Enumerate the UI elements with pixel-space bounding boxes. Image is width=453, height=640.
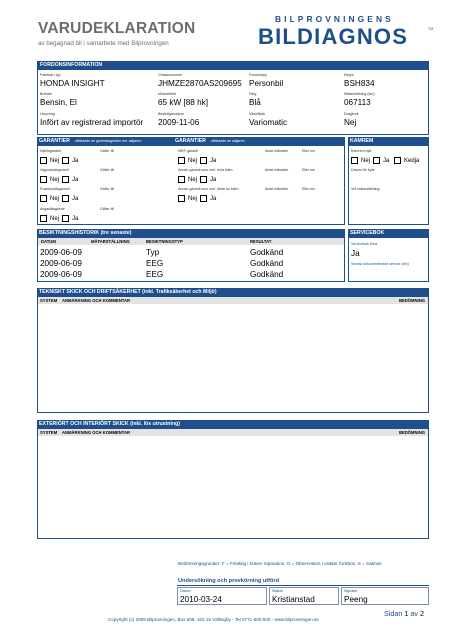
column-header: RESULTAT (250, 239, 272, 245)
nej-checkbox[interactable] (178, 176, 185, 183)
fordon-label: Ursprung (40, 112, 55, 116)
fordon-label: Besiktigarnatum (158, 112, 184, 116)
ja-label: Ja (72, 176, 79, 183)
fordon-label: Fabrikat i typ (40, 73, 61, 77)
fordon-value: 2009-11-06 (158, 118, 200, 127)
garantier-header (37, 137, 345, 145)
kamrem-header (348, 137, 429, 145)
nej-checkbox[interactable] (40, 176, 47, 183)
ja-label: Ja (210, 157, 217, 164)
column-header: BESIKTNINGSTYP (146, 239, 183, 245)
ja-label: Ja (72, 215, 79, 222)
tekniskt-panel (37, 296, 429, 413)
column-anmarkning: ANMÄRKNING OCH KOMMENTAR (62, 298, 131, 304)
resultat-cell: Godkänd (250, 270, 284, 279)
garanti-label: Vagnskadegaranti (40, 168, 69, 172)
garanti-km-label: Eller km (302, 187, 315, 191)
besiktning-panel (37, 237, 345, 282)
ja-checkbox[interactable] (373, 157, 380, 164)
fordon-value: Infört av registrerad importör (40, 118, 144, 127)
brand-logo (258, 14, 434, 50)
column-header: MÄTARSTÄLLNING (91, 239, 130, 245)
page-of: av (410, 609, 418, 618)
fordon-value: Bensin, El (40, 98, 77, 107)
ja-checkbox[interactable] (62, 195, 69, 202)
garantier-subtitle: utfärdade av generalagenten enl. säljaren (75, 139, 142, 144)
fordon-label: Fordonstyp (249, 73, 267, 77)
garanti-km-label: Eller km (302, 168, 315, 172)
brand-main: BILDIAGNOS (258, 24, 409, 49)
nej-label: Nej (50, 157, 60, 164)
ja-checkbox[interactable] (200, 157, 207, 164)
garanti-gt-label: Gäller till (100, 168, 114, 172)
servicebok-finns-value: Ja (351, 249, 360, 258)
garanti-label: Annan garanti som omf. hela bilen (178, 168, 233, 172)
servicebok-panel (348, 237, 429, 282)
document-title: VARUDEKLARATION (38, 20, 196, 37)
column-header: DATUM (41, 239, 56, 245)
station-label: Station (272, 589, 284, 593)
ja-label: Ja (210, 176, 217, 183)
servicebok-senast-label: Senast dokumenterade service (km) (351, 262, 409, 266)
typ-cell: EEG (146, 259, 164, 268)
fordon-label: Chassinummer (158, 73, 183, 77)
datum-label: Datum (180, 589, 191, 593)
nej-checkbox[interactable] (40, 157, 47, 164)
fordon-value: Variomatic (249, 118, 288, 127)
fordon-title: FORDONSINFORMATION (40, 62, 103, 69)
fordon-header (37, 61, 429, 69)
nej-label: Nej (50, 215, 60, 222)
kamrem-title: KAMREM (350, 138, 374, 145)
ja-label: Ja (72, 157, 79, 164)
garanti-months-label: Antal månader (265, 187, 289, 191)
fordon-panel (37, 69, 429, 135)
servicebok-title: SERVICEBOK (350, 230, 385, 237)
exterior-panel (37, 428, 429, 539)
kedja-checkbox[interactable] (394, 157, 401, 164)
kamrem-bytt-label: Kamrem bytt (351, 149, 372, 153)
undersokning-title: Undersökning och provkörning utförd (178, 578, 279, 584)
brand-tm: TM (428, 27, 434, 31)
column-bedomning: BEDÖMNING (398, 430, 425, 436)
servicebok-finns-label: Servicebok finns (351, 242, 378, 246)
ja-label: Ja (72, 195, 79, 202)
garantier-panel (37, 145, 345, 225)
datum-box (177, 587, 267, 605)
ja-checkbox[interactable] (200, 195, 207, 202)
page-total: 2 (419, 609, 424, 618)
garantier-title-2: GARANTIER (175, 138, 206, 145)
column-bedomning: BEDÖMNING (398, 298, 425, 304)
document-subtitle: av begagnad bil i samarbete med Bilprovningen (38, 40, 169, 47)
besiktning-columns (38, 238, 344, 245)
bedomningsgrunder: Bedömningsgrunder: F = Felaktig i kräver reparation, O = Observation i osäker funktion, S = Saknas (178, 561, 382, 566)
garanti-gt-label: Gäller till (100, 149, 114, 153)
nej-label: Nej (188, 195, 198, 202)
kedja-label: Kedja (404, 157, 420, 164)
datum-cell: 2009-06-09 (40, 270, 82, 279)
brand-top: BILPROVNINGENS (275, 14, 394, 24)
datum-value: 2010-03-24 (180, 595, 222, 604)
garantier-title: GARANTIER (39, 138, 70, 145)
table-row (38, 269, 344, 280)
fordon-label: Mätarställning (km) (344, 92, 375, 96)
nej-label: Nej (188, 176, 198, 183)
besiktning-title: BESIKTNINGSHISTORIK (tre senaste) (39, 230, 132, 237)
servicebok-header (348, 229, 429, 237)
nej-checkbox[interactable] (178, 195, 185, 202)
column-system: SYSTEM (40, 430, 58, 436)
typ-cell: Typ (146, 248, 160, 257)
copyright: Copyright (c) 2009 Bilprovningen, Box 508, 162 15 Vällingby - Tel 0771-600 600 - www.bilprovningen.se (108, 617, 319, 622)
garanti-gt-label: Gäller till (100, 207, 114, 211)
column-anmarkning: ANMÄRKNING OCH KOMMENTAR (62, 430, 131, 436)
fordon-value: HONDA INSIGHT (40, 79, 105, 88)
ja-checkbox[interactable] (200, 176, 207, 183)
exterior-header (37, 420, 429, 428)
fordon-value: BSH834 (344, 79, 375, 88)
fordon-value: 067113 (344, 98, 371, 107)
datum-cell: 2009-06-09 (40, 248, 82, 257)
resultat-cell: Godkänd (250, 248, 284, 257)
page-prefix: Sidan (384, 609, 403, 618)
garanti-gt-label: Gäller till (100, 187, 114, 191)
typ-cell: EEG (146, 270, 164, 279)
kamrem-datum-label: Datum för byte (351, 168, 375, 172)
nej-label: Nej (188, 157, 198, 164)
nej-label: Nej (50, 195, 60, 202)
garanti-km-label: Eller km (302, 149, 315, 153)
garanti-label: Rostskyddsgaranti (40, 187, 70, 191)
tekniskt-title: TEKNISKT SKICK OCH DRIFTSÄKERHET (inkl. Trafiksäkerhet och Miljö) (39, 289, 217, 296)
kamrem-matar-label: Vid mätarställning (351, 187, 380, 191)
nej-checkbox[interactable] (351, 157, 358, 164)
nej-label: Nej (50, 176, 60, 183)
fordon-value: 65 kW [88 hk] (158, 98, 209, 107)
datum-cell: 2009-06-09 (40, 259, 82, 268)
fordon-value: Nej (344, 118, 357, 127)
fordon-label: Dragkrok (344, 112, 359, 116)
column-system: SYSTEM (40, 298, 58, 304)
exterior-title: EXTERIÖRT OCH INTERIÖRT SKICK (inkl. lös utrustning) (39, 421, 180, 428)
resultat-cell: Godkänd (250, 259, 284, 268)
ja-checkbox[interactable] (62, 215, 69, 222)
garanti-months-label: Antal månader (265, 149, 289, 153)
garanti-label: MRF-garanti (178, 149, 198, 153)
station-value: Kristianstad (272, 595, 315, 604)
fordon-value: Personbil (249, 79, 284, 88)
tekniskt-columns (38, 297, 428, 304)
signatur-label: Signatur (344, 589, 358, 593)
fordon-label: Motoreffekt (158, 92, 176, 96)
signatur-value: Peeng (344, 595, 368, 604)
garanti-label: Annan garanti som omf. delar av bilen (178, 187, 239, 191)
nej-checkbox[interactable] (178, 157, 185, 164)
fordon-label: Regnr (344, 73, 354, 77)
nej-label: Nej (361, 157, 371, 164)
garanti-months-label: Antal månader (265, 168, 289, 172)
besiktning-header (37, 229, 345, 237)
page-number (384, 609, 424, 618)
station-box (269, 587, 339, 605)
ja-label: Ja (383, 157, 390, 164)
kamrem-panel (348, 145, 429, 225)
fordon-label: Växellåda (249, 112, 265, 116)
garanti-label: Nybilsgaranti (40, 149, 61, 153)
table-row (38, 258, 344, 269)
exterior-columns (38, 429, 428, 436)
page-current: 1 (404, 609, 409, 618)
nej-checkbox[interactable] (40, 215, 47, 222)
ja-label: Ja (210, 195, 217, 202)
garantier-subtitle-2: utfärdade av säljaren (211, 139, 245, 144)
ja-checkbox[interactable] (62, 157, 69, 164)
fordon-label: Färg (249, 92, 257, 96)
fordon-label: Bränsle (40, 92, 53, 96)
ja-checkbox[interactable] (62, 176, 69, 183)
signatur-box (341, 587, 429, 605)
undersokning-underline (177, 585, 429, 586)
fordon-value: JHMZE2870AS209695 (158, 79, 242, 88)
nej-checkbox[interactable] (40, 195, 47, 202)
garanti-label: Avgasåtagande (40, 207, 65, 211)
tekniskt-header (37, 288, 429, 296)
table-row (38, 247, 344, 258)
fordon-value: Blå (249, 98, 261, 107)
